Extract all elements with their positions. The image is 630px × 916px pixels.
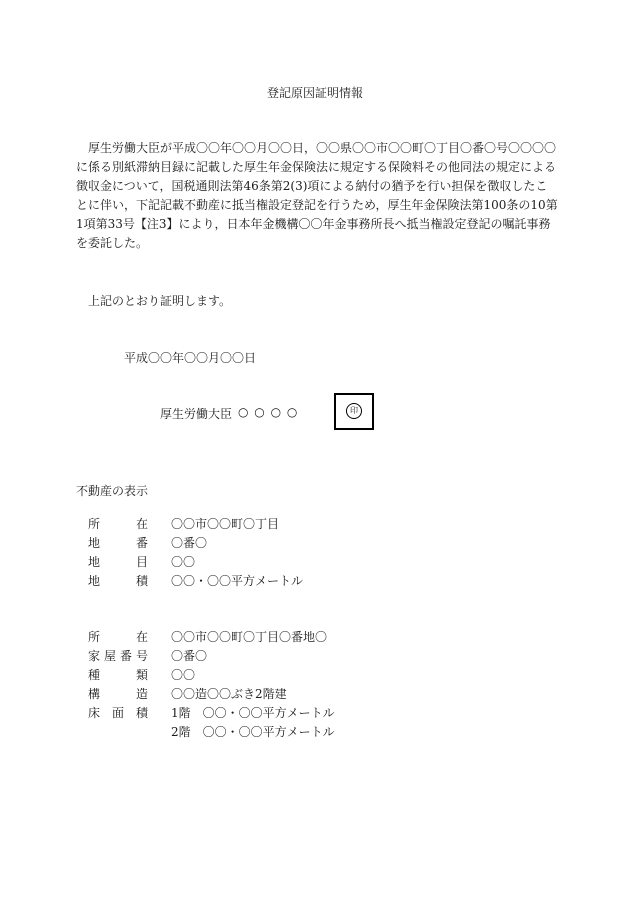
building-floor1-value: 1階 〇〇・〇〇平方メートル: [171, 706, 335, 720]
certification-date: 平成〇〇年〇〇月〇〇日: [124, 351, 257, 365]
land-location-label: 所 在: [88, 517, 148, 531]
building-kind-label: 種 類: [88, 668, 148, 682]
land-category-value: 〇〇: [171, 555, 196, 569]
document-title: 登記原因証明情報: [266, 86, 363, 100]
building-location-value: 〇〇市〇〇町〇丁目〇番地〇: [171, 630, 328, 644]
land-area-label: 地 積: [88, 574, 148, 588]
land-lot-value: 〇番〇: [171, 536, 208, 550]
body-text: 厚生労働大臣が平成〇〇年〇〇月〇〇日，〇〇県〇〇市〇〇町〇丁目〇番〇号〇〇〇〇に係る別紙滞納目録に記載した厚生年金保険法に規定する保険料その他同法の規定による徴収金について，国税通則法第46条第2(3)項による納付の猶予を行い担保を徴収したことに伴い，下記記載不動産に抵当権設定登記を行うため，厚生年金保険法第100条の10第1項第33号【注3】により，日本年金機構〇〇年金事務所長へ抵当権設定登記の嘱託事務を委託した。: [76, 141, 558, 250]
land-location-value: 〇〇市〇〇町〇丁目: [171, 517, 280, 531]
seal-stamp-icon: 印: [346, 403, 362, 419]
land-lot-label: 地 番: [88, 536, 148, 550]
body-paragraph: [76, 139, 558, 253]
building-floor2-value: 2階 〇〇・〇〇平方メートル: [171, 725, 335, 739]
building-kind-value: 〇〇: [171, 668, 196, 682]
building-floor-area-label: 床 面 積: [88, 706, 148, 720]
minister-name: ○ ○ ○ ○: [238, 405, 299, 419]
land-category-label: 地 目: [88, 555, 148, 569]
building-number-value: 〇番〇: [171, 649, 208, 663]
building-number-label: 家 屋 番 号: [88, 649, 148, 663]
property-heading: 不動産の表示: [76, 484, 149, 498]
building-structure-label: 構 造: [88, 687, 148, 701]
certification-statement: 上記のとおり証明します。: [88, 294, 232, 308]
building-structure-value: 〇〇造〇〇ぶき2階建: [171, 687, 287, 701]
minister-title: 厚生労働大臣: [160, 407, 233, 421]
land-area-value: 〇〇・〇〇平方メートル: [171, 574, 304, 588]
building-location-label: 所 在: [88, 630, 148, 644]
